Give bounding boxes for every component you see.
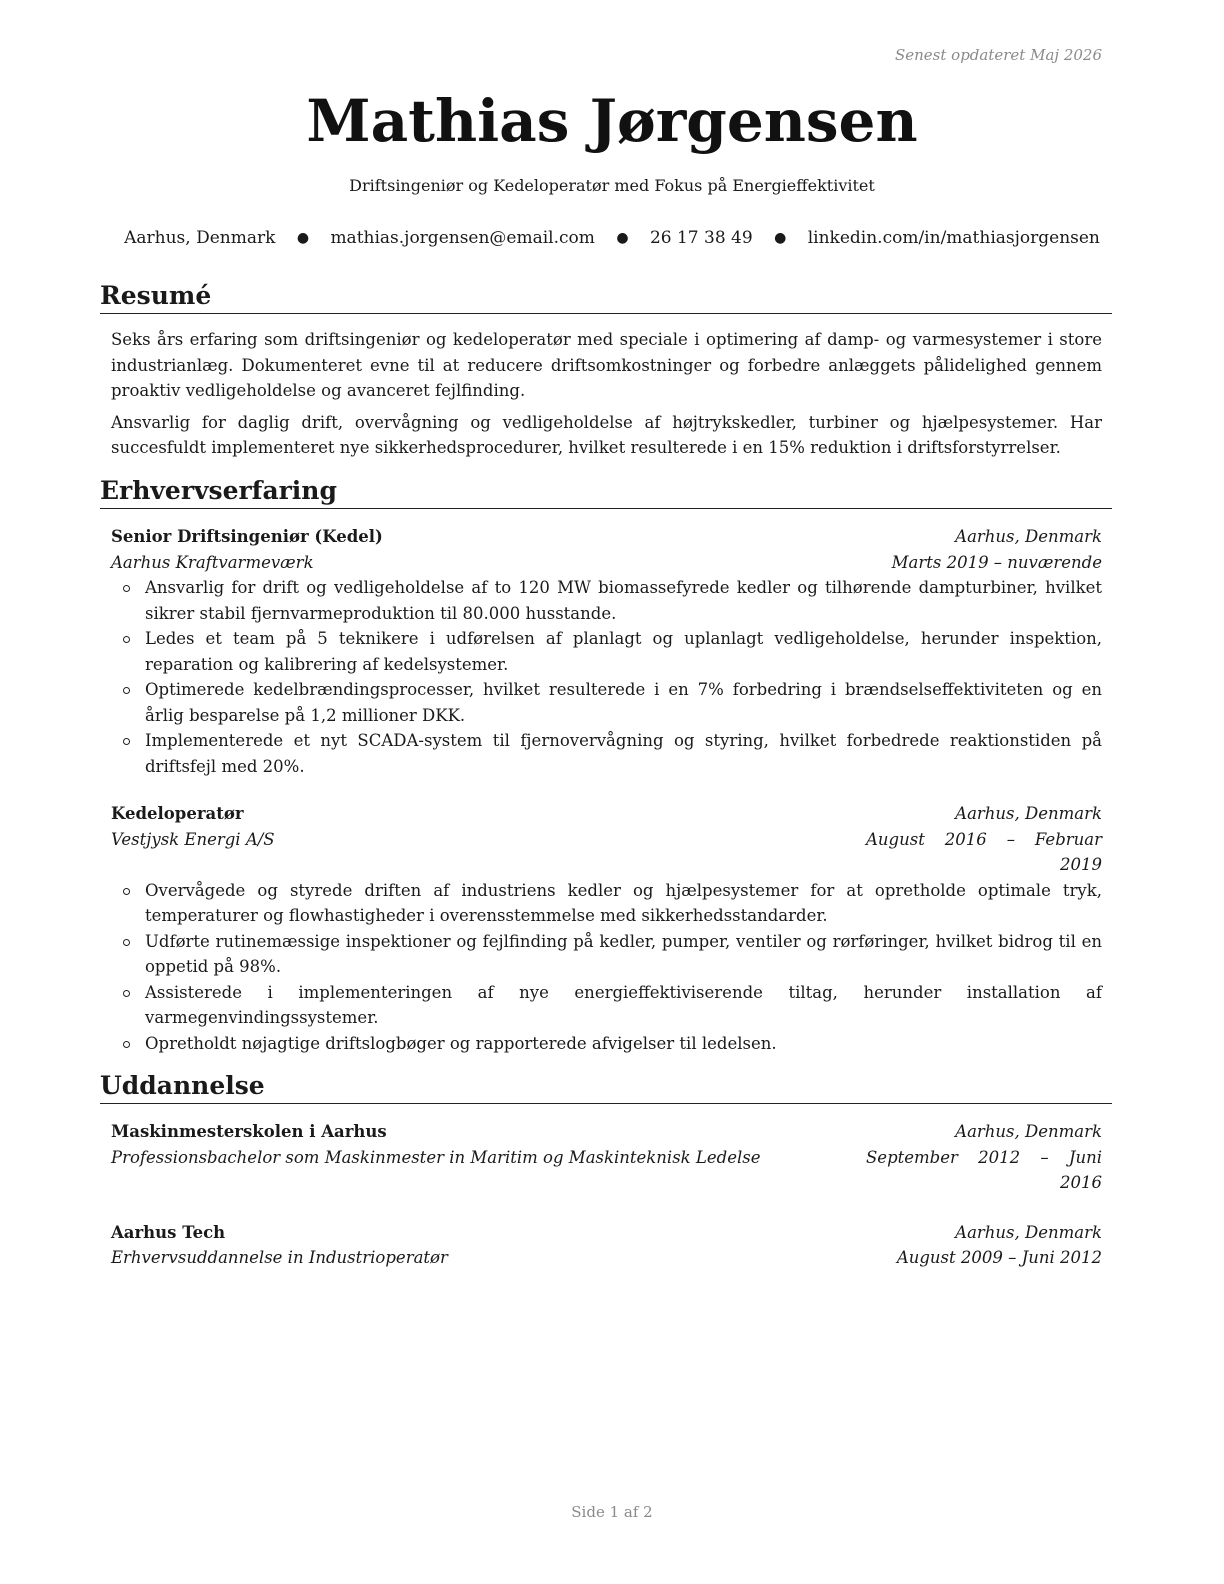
job-bullet-list (111, 575, 1102, 779)
summary-paragraph: Seks års erfaring som driftsingeniør og kedeloperatør med speciale i optimering af damp- og varmesystemer i store industrianlæg. Dokumenteret evne til at reducere driftsomkostninger og forbedre anlæggets pålidelighed gennem proaktiv vedligeholdelse og avanceret fejlfinding. (111, 330, 1102, 400)
degree-name: Erhvervsuddannelse in Industrioperatør (111, 1248, 448, 1267)
contact-phone: 26 17 38 49 (649, 228, 753, 248)
list-item: Overvågede og styrede driften af industriens kedler og hjælpesystemer for at opretholde optimale tryk, temperaturer og flowhastigheder i overensstemmelse med sikkerhedsstandarder. (145, 878, 1102, 929)
summary-section (100, 281, 1112, 461)
list-item: Opretholdt nøjagtige driftslogbøger og rapporterede afvigelser til ledelsen. (145, 1031, 1102, 1057)
list-item: Optimerede kedelbrændingsprocesser, hvilket resulterede i en 7% forbedring i brændselseffektiviteten og en årlig besparelse på 1,2 millioner DKK. (145, 677, 1102, 728)
school-location: Aarhus, Denmark (955, 1222, 1102, 1242)
education-entry (111, 1220, 1102, 1271)
job-bullet-list (111, 878, 1102, 1057)
job-role: Kedeloperatør (111, 804, 244, 823)
job-entry (111, 801, 1102, 1056)
job-company: Vestjysk Energi A/S (111, 829, 275, 849)
bullet-separator-icon: ● (774, 230, 787, 246)
list-item: Ansvarlig for drift og vedligeholdelse af to 120 MW biomassefyrede kedler og tilhørende dampturbiner, hvilket sikrer stabil fjernvarmeproduktion til 80.000 husstande. (145, 575, 1102, 626)
contact-email-link[interactable]: mathias.jorgensen@email.com (330, 228, 595, 248)
job-entry (111, 524, 1102, 779)
list-item: Ledes et team på 5 teknikere i udførelsen af planlagt og uplanlagt vedligeholdelse, herunder inspektion, reparation og kalibrering af kedelsystemer. (145, 626, 1102, 677)
list-item: Assisterede i implementeringen af nye energieffektiviserende tiltag, herunder installation af varmegenvindingssystemer. (145, 980, 1102, 1031)
education-dates: August 2009 – Juni 2012 (896, 1248, 1102, 1267)
education-dates: September 2012 – Juni 2016 (866, 1147, 1102, 1192)
last-updated-note: Senest opdateret Maj 2026 (894, 46, 1102, 64)
school-name: Maskinmesterskolen i Aarhus (111, 1122, 387, 1141)
experience-section (100, 476, 1112, 1056)
list-item: Udførte rutinemæssige inspektioner og fejlfinding på kedler, pumper, ventiler og rørføringer, hvilket bidrog til en oppetid på 98%. (145, 929, 1102, 980)
school-location: Aarhus, Denmark (955, 1122, 1102, 1141)
section-title-education: Uddannelse (100, 1071, 1112, 1104)
summary-paragraph: Ansvarlig for daglig drift, overvågning og vedligeholdelse af højtrykskedler, turbiner og hjælpesystemer. Har succesfuldt implementeret nye sikkerhedsprocedurer, hvilket resulterede i en 15% reduktion i driftsforstyrrelser. (111, 412, 1102, 457)
list-item: Implementerede et nyt SCADA-system til fjernovervågning og styring, hvilket forbedrede reaktionstiden på driftsfejl med 20%. (145, 728, 1102, 779)
job-dates: August 2016 – Februar 2019 (866, 829, 1102, 874)
education-entry (111, 1119, 1102, 1196)
page-number: Side 1 af 2 (571, 1503, 653, 1521)
school-name: Aarhus Tech (111, 1222, 226, 1242)
job-company: Aarhus Kraftvarmeværk (111, 552, 314, 572)
education-section (100, 1071, 1112, 1271)
candidate-name: Mathias Jørgensen (306, 87, 918, 155)
bullet-separator-icon: ● (296, 230, 310, 246)
section-title-summary: Resumé (100, 281, 1112, 314)
contact-linkedin-link[interactable]: linkedin.com/in/mathiasjorgensen (807, 228, 1100, 248)
job-location: Aarhus, Denmark (955, 527, 1102, 546)
degree-name: Professionsbachelor som Maskinmester in Maritim og Maskinteknisk Ledelse (111, 1147, 761, 1167)
job-role: Senior Driftsingeniør (Kedel) (111, 527, 383, 546)
contact-line (0, 228, 1224, 248)
job-location: Aarhus, Denmark (955, 804, 1102, 823)
section-title-experience: Erhvervserfaring (100, 476, 1112, 509)
job-dates: Marts 2019 – nuværende (891, 552, 1102, 572)
professional-tagline: Driftsingeniør og Kedeloperatør med Fokus på Energieffektivitet (349, 176, 875, 195)
bullet-separator-icon: ● (616, 230, 629, 246)
contact-location: Aarhus, Denmark (124, 228, 276, 248)
